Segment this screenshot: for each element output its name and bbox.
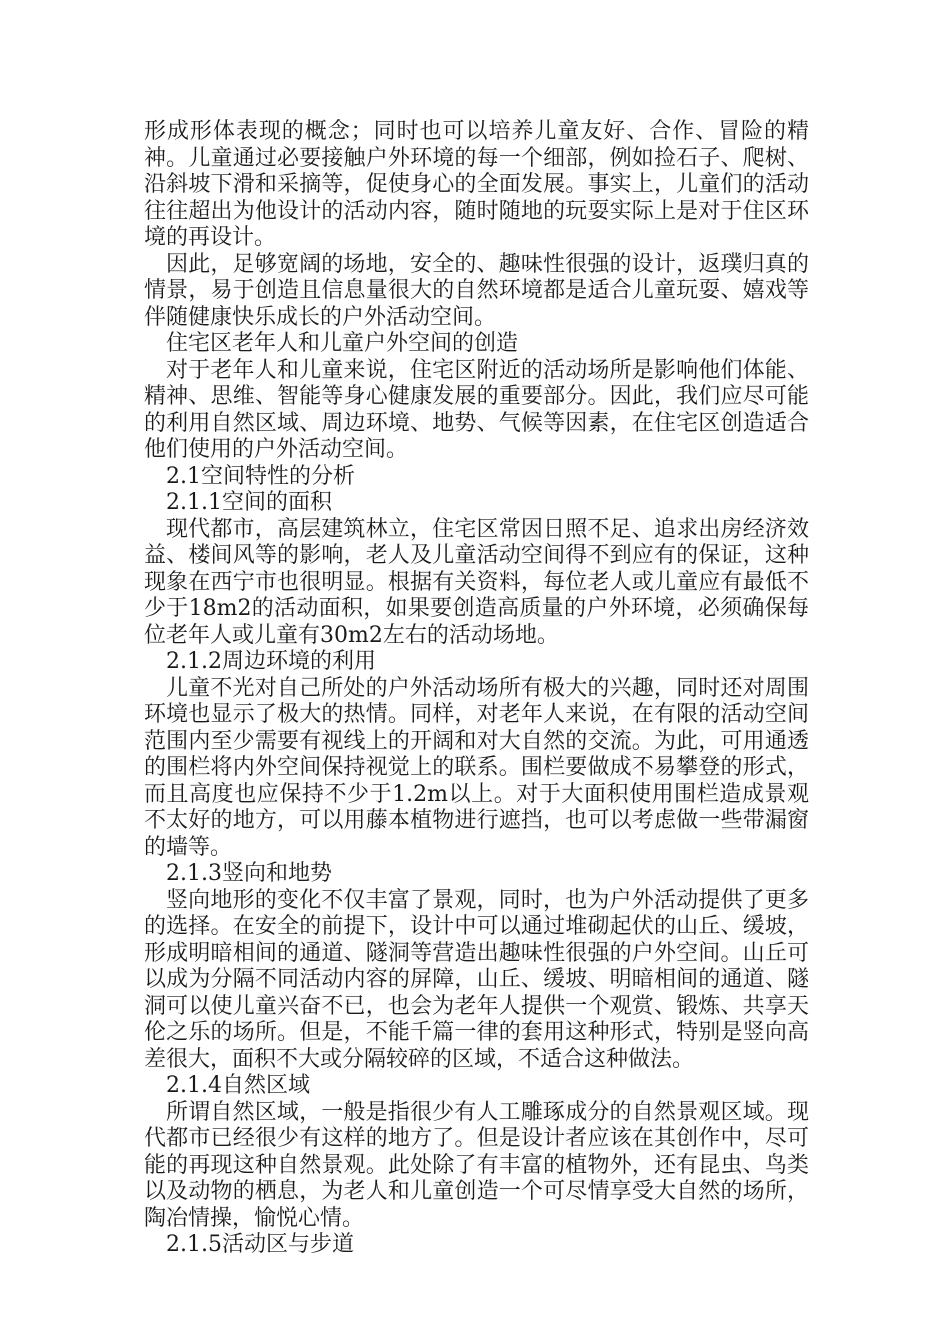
section-heading-2-1-1: 2.1.1空间的面积 (166, 490, 332, 515)
paragraph-activity-venues: 对于老年人和儿童来说，住宅区附近的活动场所是影响他们体能、精神、思维、智能等身心健康发展的重要部分。因此，我们应尽可能的利用自然区域、周边环境、地势、气候等因素，在住宅区创造适合他们使用的户外活动空间。 (144, 357, 809, 462)
paragraph-suitable-space: 因此，足够宽阔的场地，安全的、趣味性很强的设计，返璞归真的情景，易于创造且信息量很大的自然环境都是适合儿童玩耍、嬉戏等伴随健康快乐成长的户外活动空间。 (144, 251, 809, 330)
paragraph-children-development: 形成形体表现的概念；同时也可以培养儿童友好、合作、冒险的精神。儿童通过必要接触户外环境的每一个细部，例如捡石子、爬树、沿斜坡下滑和采摘等，促使身心的全面发展。事实上，儿童们的活动往往超出为他设计的活动内容，随时随地的玩耍实际上是对于住区环境的再设计。 (144, 119, 809, 250)
section-heading-2-1-2: 2.1.2周边环境的利用 (166, 649, 376, 674)
section-heading-2-1-4: 2.1.4自然区域 (166, 1073, 310, 1098)
paragraph-terrain: 竖向地形的变化不仅丰富了景观，同时，也为户外活动提供了更多的选择。在安全的前提下，设计中可以通过堆砌起伏的山丘、缓坡，形成明暗相间的通道、隧洞等营造出趣味性很强的户外空间。山丘可以成为分隔不同活动内容的屏障，山丘、缓坡、明暗相间的通道、隧洞可以使儿童兴奋不已，也会为老年人提供一个观赏、锻炼、共享天伦之乐的场所。但是，不能千篇一律的套用这种形式，特别是竖向高差很大，面积不大或分隔较碎的区域，不适合这种做法。 (144, 887, 809, 1072)
section-heading-outdoor-space: 住宅区老年人和儿童户外空间的创造 (166, 331, 519, 356)
section-heading-2-1-5: 2.1.5活动区与步道 (166, 1232, 354, 1257)
section-heading-2-1: 2.1空间特性的分析 (166, 463, 355, 489)
paragraph-space-area: 现代都市，高层建筑林立，住宅区常因日照不足、追求出房经济效益、楼间风等的影响，老人及儿童活动空间得不到应有的保证，这种现象在西宁市也很明显。根据有关资料，每位老人或儿童应有最低不少于18m2的活动面积，如果要创造高质量的户外环境，必须确保每位老年人或儿童有30m2左右的活动场地。 (144, 516, 809, 648)
document-page (144, 119, 809, 1259)
paragraph-surroundings: 儿童不光对自己所处的户外活动场所有极大的兴趣，同时还对周围环境也显示了极大的热情。同样，对老年人来说，在有限的活动空间范围内至少需要有视线上的开阔和对大自然的交流。为此，可用通透的围栏将内外空间保持视觉上的联系。围栏要做成不易攀登的形式，而且高度也应保持不少于1.2m以上。对于大面积使用围栏造成景观不太好的地方，可以用藤本植物进行遮挡，也可以考虑做一些带漏窗的墙等。 (144, 675, 809, 860)
paragraph-natural-area: 所谓自然区域，一般是指很少有人工雕琢成分的自然景观区域。现代都市已经很少有这样的地方了。但是设计者应该在其创作中，尽可能的再现这种自然景观。此处除了有丰富的植物外，还有昆虫、鸟类以及动物的栖息，为老人和儿童创造一个可尽情享受大自然的场所，陶冶情操，愉悦心情。 (144, 1099, 809, 1231)
section-heading-2-1-3: 2.1.3竖向和地势 (166, 861, 332, 886)
